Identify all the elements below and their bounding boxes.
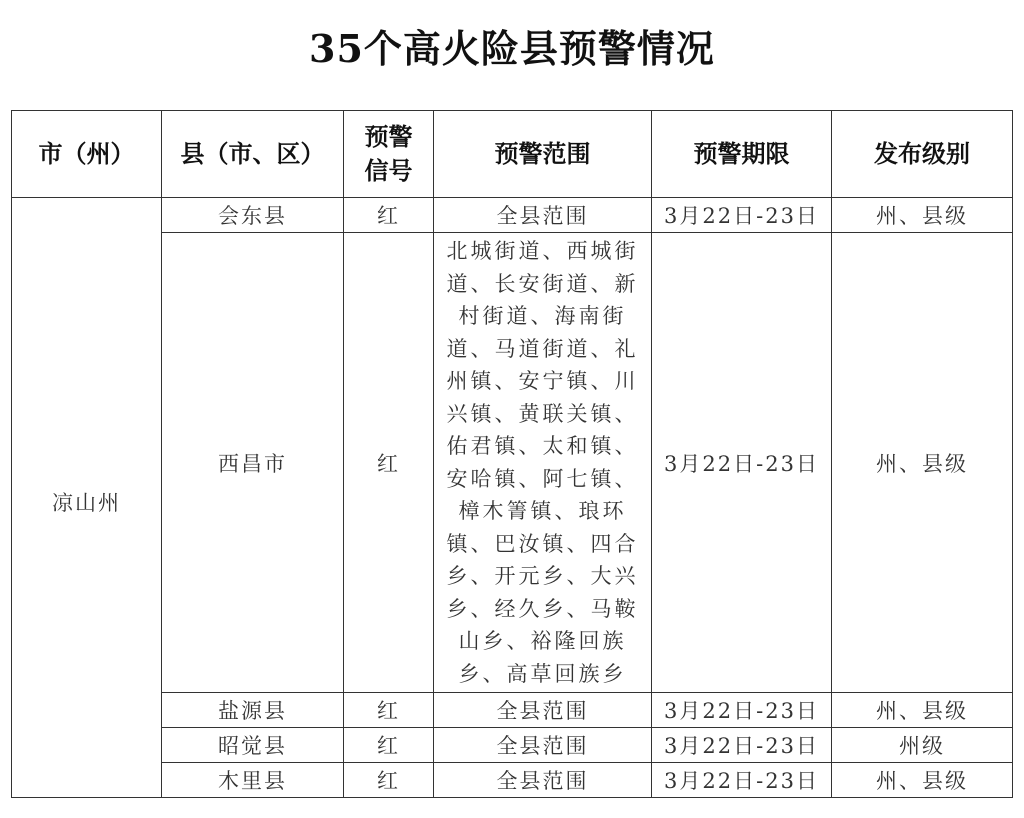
range-cell: 全县范围 — [434, 728, 652, 763]
signal-cell: 红 — [344, 693, 434, 728]
range-cell: 全县范围 — [434, 198, 652, 233]
signal-cell: 红 — [344, 233, 434, 693]
table-header-row — [12, 111, 1013, 198]
range-cell: 全县范围 — [434, 763, 652, 798]
header-level: 发布级别 — [832, 111, 1013, 198]
level-cell: 州级 — [832, 728, 1013, 763]
county-cell: 昭觉县 — [162, 728, 344, 763]
table-row — [12, 198, 1013, 233]
period-cell: 3月22日-23日 — [652, 693, 832, 728]
header-range: 预警范围 — [434, 111, 652, 198]
period-cell: 3月22日-23日 — [652, 763, 832, 798]
level-cell: 州、县级 — [832, 693, 1013, 728]
level-cell: 州、县级 — [832, 198, 1013, 233]
city-cell: 凉山州 — [12, 198, 162, 798]
signal-cell: 红 — [344, 198, 434, 233]
signal-cell: 红 — [344, 728, 434, 763]
period-cell: 3月22日-23日 — [652, 728, 832, 763]
header-period: 预警期限 — [652, 111, 832, 198]
header-signal: 预警信号 — [344, 111, 434, 198]
table-row — [12, 693, 1013, 728]
header-city: 市（州） — [12, 111, 162, 198]
county-cell: 西昌市 — [162, 233, 344, 693]
county-cell: 会东县 — [162, 198, 344, 233]
period-cell: 3月22日-23日 — [652, 198, 832, 233]
signal-cell: 红 — [344, 763, 434, 798]
range-cell: 北城街道、西城街道、长安街道、新村街道、海南街道、马道街道、礼州镇、安宁镇、川兴镇、黄联关镇、佑君镇、太和镇、安哈镇、阿七镇、樟木箐镇、琅环镇、巴汝镇、四合乡、开元乡、大兴乡、经久乡、马鞍山乡、裕隆回族乡、高草回族乡 — [434, 233, 652, 693]
table-row — [12, 763, 1013, 798]
page-title: 35个高火险县预警情况 — [309, 26, 715, 71]
county-cell: 木里县 — [162, 763, 344, 798]
range-cell: 全县范围 — [434, 693, 652, 728]
warning-table — [11, 110, 1013, 798]
county-cell: 盐源县 — [162, 693, 344, 728]
table-row — [12, 728, 1013, 763]
period-cell: 3月22日-23日 — [652, 233, 832, 693]
table-row — [12, 233, 1013, 693]
header-county: 县（市、区） — [162, 111, 344, 198]
level-cell: 州、县级 — [832, 763, 1013, 798]
level-cell: 州、县级 — [832, 233, 1013, 693]
